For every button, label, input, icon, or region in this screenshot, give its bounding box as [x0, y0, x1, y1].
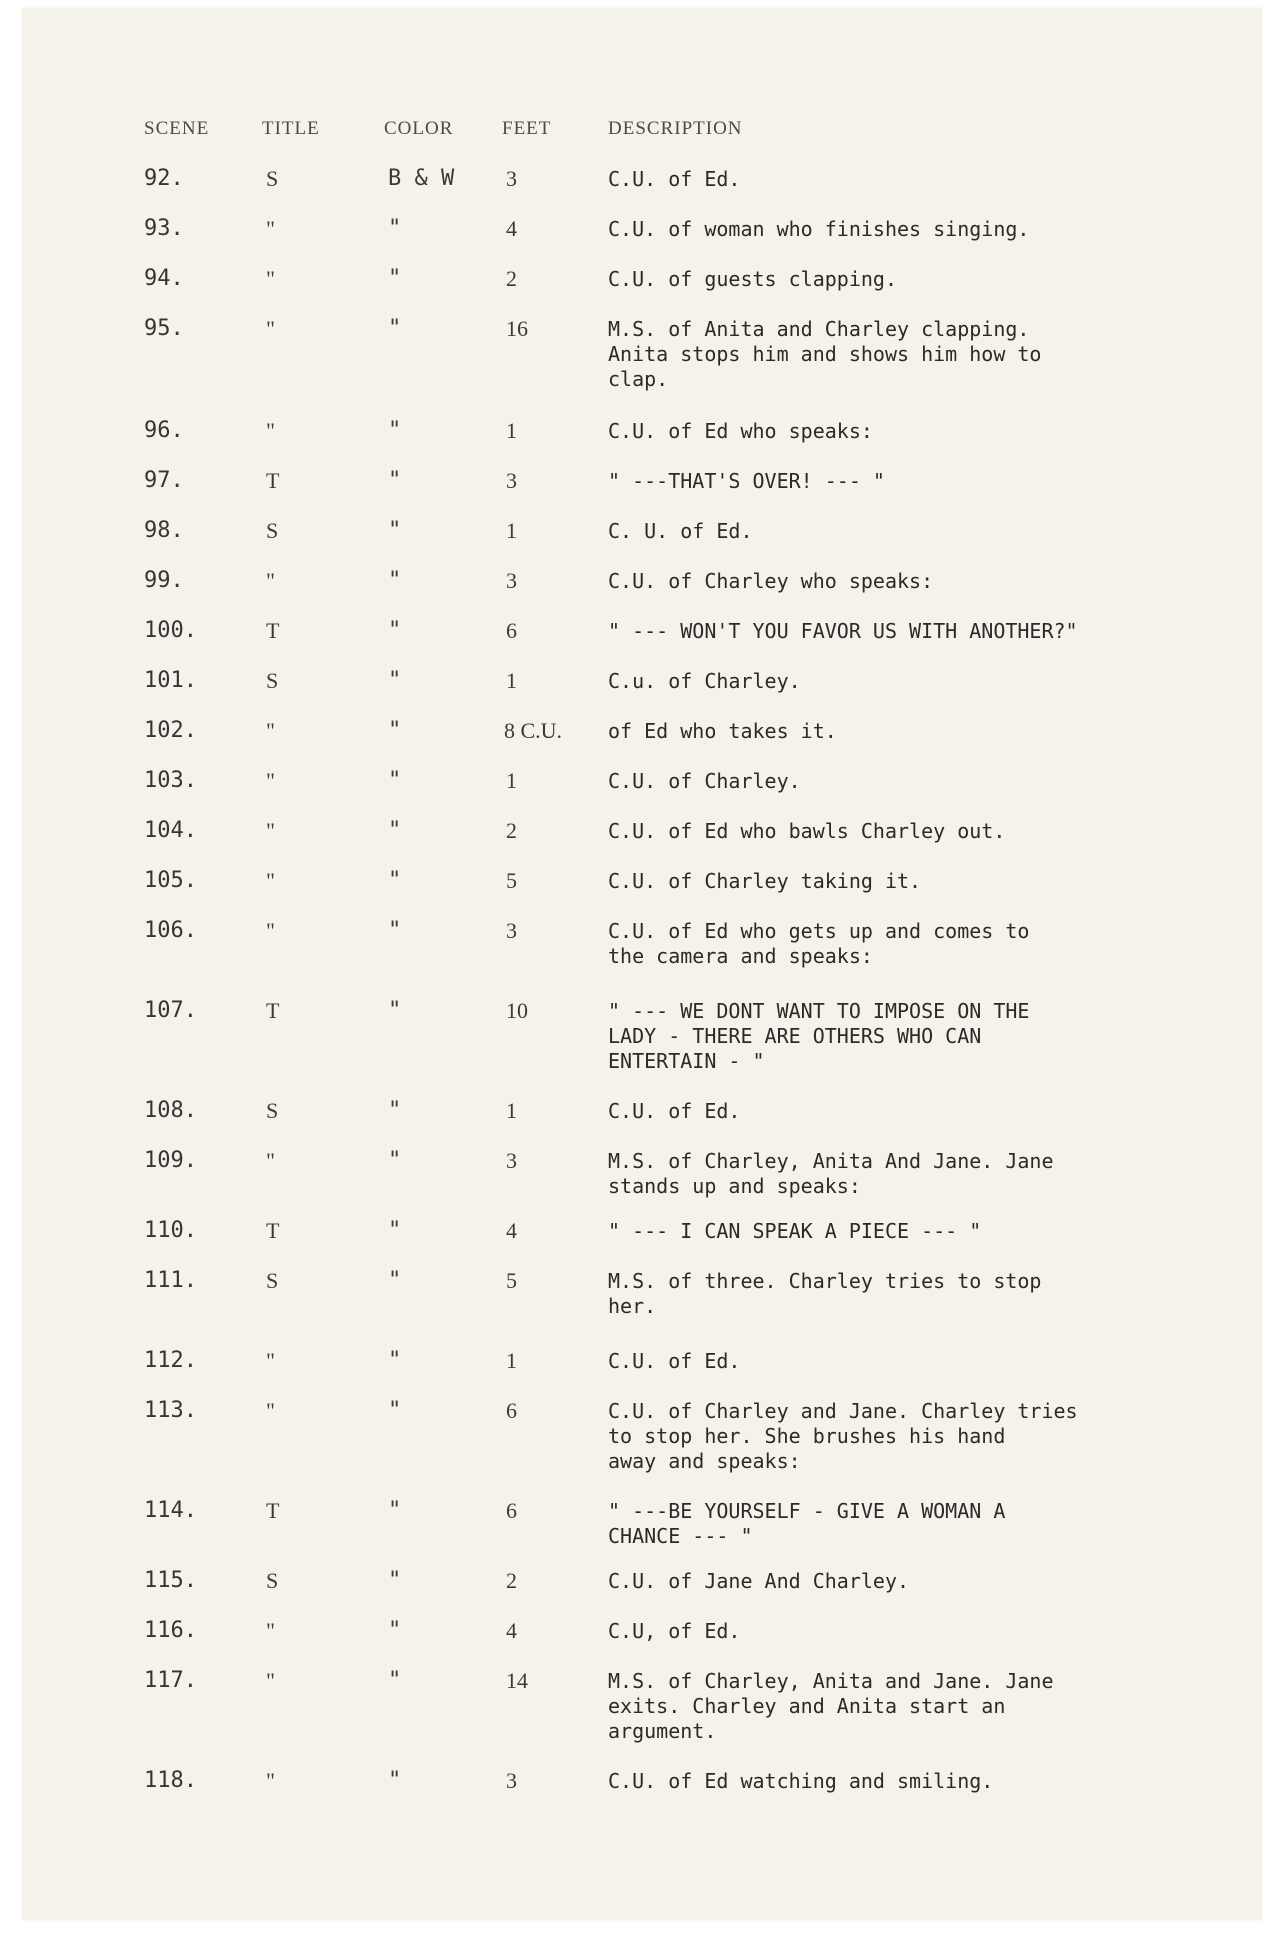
cell-color: " — [388, 518, 402, 543]
cell-color: " — [388, 998, 402, 1023]
cell-feet: 6 — [506, 1498, 517, 1523]
cell-scene: 100. — [144, 618, 197, 643]
cell-feet: 3 — [506, 468, 517, 493]
cell-feet: 3 — [506, 568, 517, 593]
cell-scene: 106. — [144, 918, 197, 943]
cell-description: C.U, of Ed. — [608, 1619, 741, 1643]
cell-description: " --- I CAN SPEAK A PIECE --- " — [608, 1219, 982, 1243]
cell-title: T — [266, 468, 280, 493]
cell-scene: 104. — [144, 818, 197, 843]
cell-scene: 113. — [144, 1398, 197, 1423]
cell-description: C. U. of Ed. — [608, 519, 753, 543]
cell-description: C.u. of Charley. — [608, 669, 801, 693]
cell-title: " — [266, 1398, 275, 1423]
cell-description: " --- WE DONT WANT TO IMPOSE ON THE LADY - THERE ARE OTHERS WHO CAN ENTERTAIN - " — [608, 999, 1030, 1073]
cell-scene: 114. — [144, 1498, 197, 1523]
cell-description: C.U. of Charley taking it. — [608, 869, 922, 893]
cell-scene: 117. — [144, 1668, 197, 1693]
cell-description: C.U. of guests clapping. — [608, 267, 897, 291]
cell-description: C.U. of Ed who speaks: — [608, 419, 873, 443]
cell-scene: 105. — [144, 868, 197, 893]
cell-title: S — [266, 518, 279, 543]
cell-color: " — [388, 868, 402, 893]
cell-color: " — [388, 1098, 402, 1123]
cell-color: " — [388, 1348, 402, 1373]
cell-feet: 5 — [506, 1268, 517, 1293]
cell-feet: 3 — [506, 1148, 517, 1173]
cell-title: " — [266, 1618, 275, 1643]
cell-scene: 107. — [144, 998, 197, 1023]
cell-title: T — [266, 1498, 280, 1523]
cell-description: C.U. of woman who finishes singing. — [608, 217, 1030, 241]
cell-color: " — [388, 1148, 402, 1173]
cell-color: " — [388, 1568, 402, 1593]
cell-title: T — [266, 998, 280, 1023]
cell-scene: 102. — [144, 718, 197, 743]
cell-color: " — [388, 718, 402, 743]
cell-feet: 16 — [506, 316, 528, 341]
cell-title: " — [266, 1148, 275, 1173]
cell-description: " ---BE YOURSELF - GIVE A WOMAN A CHANCE --- " — [608, 1499, 1006, 1548]
cell-scene: 92. — [144, 166, 184, 191]
cell-title: " — [266, 868, 275, 893]
cell-feet: 5 — [506, 868, 517, 893]
cell-color: " — [388, 1768, 402, 1793]
cell-feet: 2 — [506, 818, 517, 843]
cell-feet: 1 — [506, 1098, 517, 1123]
cell-feet: 10 — [506, 998, 528, 1023]
cell-scene: 111. — [144, 1268, 197, 1293]
cell-color: " — [388, 316, 402, 341]
cell-color: " — [388, 818, 402, 843]
cell-title: S — [266, 668, 279, 693]
cell-description: M.S. of Charley, Anita and Jane. Jane exits. Charley and Anita start an argument. — [608, 1669, 1054, 1743]
cell-color: " — [388, 1398, 402, 1423]
cell-title: " — [266, 1668, 275, 1693]
cell-scene: 94. — [144, 266, 184, 291]
cell-title: S — [266, 1268, 279, 1293]
cell-title: S — [266, 1098, 279, 1123]
cell-feet: 1 — [506, 518, 517, 543]
cell-description: C.U. of Charley. — [608, 769, 801, 793]
cell-title: " — [266, 918, 275, 943]
cell-feet: 1 — [506, 1348, 517, 1373]
cell-title: " — [266, 1348, 275, 1373]
cell-scene: 116. — [144, 1618, 197, 1643]
cell-description: C.U. of Ed who bawls Charley out. — [608, 819, 1006, 843]
cell-feet: 1 — [506, 668, 517, 693]
cell-feet: 4 — [506, 216, 517, 241]
cell-feet: 1 — [506, 418, 517, 443]
cell-description: M.S. of Charley, Anita And Jane. Jane stands up and speaks: — [608, 1149, 1054, 1198]
cell-feet: 1 — [506, 768, 517, 793]
cell-scene: 110. — [144, 1218, 197, 1243]
cell-scene: 112. — [144, 1348, 197, 1373]
cell-description: C.U. of Charley who speaks: — [608, 569, 934, 593]
cell-feet: 2 — [506, 1568, 517, 1593]
cell-color: " — [388, 1668, 402, 1693]
script-page — [22, 8, 1262, 1920]
cell-color: B & W — [388, 166, 455, 191]
cell-feet: 2 — [506, 266, 517, 291]
cell-color: " — [388, 918, 402, 943]
cell-feet: 3 — [506, 1768, 517, 1793]
cell-scene: 118. — [144, 1768, 197, 1793]
cell-scene: 98. — [144, 518, 184, 543]
cell-color: " — [388, 618, 402, 643]
cell-title: S — [266, 1568, 279, 1593]
cell-scene: 101. — [144, 668, 197, 693]
cell-feet: 3 — [506, 166, 517, 191]
header-description: DESCRIPTION — [608, 118, 743, 139]
cell-feet: 3 — [506, 918, 517, 943]
cell-scene: 96. — [144, 418, 184, 443]
cell-description: C.U. of Ed. — [608, 167, 741, 191]
cell-feet: 4 — [506, 1618, 517, 1643]
cell-description: C.U. of Charley and Jane. Charley tries to stop her. She brushes his hand away and speaks: — [608, 1399, 1078, 1473]
cell-scene: 93. — [144, 216, 184, 241]
cell-title: " — [266, 568, 275, 593]
cell-scene: 115. — [144, 1568, 197, 1593]
cell-color: " — [388, 266, 402, 291]
cell-scene: 99. — [144, 568, 184, 593]
cell-scene: 95. — [144, 316, 184, 341]
cell-title: S — [266, 166, 279, 191]
header-color: COLOR — [384, 118, 454, 139]
cell-description: C.U. of Ed. — [608, 1099, 741, 1123]
cell-title: " — [266, 316, 275, 341]
cell-color: " — [388, 1268, 402, 1293]
cell-color: " — [388, 1218, 402, 1243]
cell-title: " — [266, 418, 275, 443]
cell-description: C.U. of Ed. — [608, 1349, 741, 1373]
cell-color: " — [388, 216, 402, 241]
cell-description: C.U. of Ed watching and smiling. — [608, 1769, 994, 1793]
cell-title: " — [266, 266, 275, 291]
cell-color: " — [388, 418, 402, 443]
cell-title: " — [266, 216, 275, 241]
cell-color: " — [388, 668, 402, 693]
cell-feet: 8 C.U. — [504, 718, 563, 743]
cell-feet: 6 — [506, 1398, 517, 1423]
cell-title: " — [266, 818, 275, 843]
cell-title: " — [266, 768, 275, 793]
header-title: TITLE — [262, 118, 320, 139]
cell-description: M.S. of Anita and Charley clapping. Anita stops him and shows him how to clap. — [608, 317, 1042, 391]
cell-color: " — [388, 568, 402, 593]
cell-scene: 108. — [144, 1098, 197, 1123]
cell-scene: 109. — [144, 1148, 197, 1173]
cell-description: " ---THAT'S OVER! --- " — [608, 469, 885, 493]
cell-color: " — [388, 1618, 402, 1643]
cell-title: T — [266, 1218, 280, 1243]
header-scene: SCENE — [144, 118, 210, 139]
cell-title: " — [266, 718, 275, 743]
cell-color: " — [388, 768, 402, 793]
cell-description: of Ed who takes it. — [608, 719, 837, 743]
cell-title: " — [266, 1768, 275, 1793]
cell-color: " — [388, 468, 402, 493]
cell-scene: 97. — [144, 468, 184, 493]
cell-scene: 103. — [144, 768, 197, 793]
cell-description: C.U. of Jane And Charley. — [608, 1569, 910, 1593]
cell-description: M.S. of three. Charley tries to stop her. — [608, 1269, 1042, 1318]
header-feet: FEET — [502, 118, 552, 139]
cell-description: C.U. of Ed who gets up and comes to the camera and speaks: — [608, 919, 1030, 968]
cell-feet: 14 — [506, 1668, 528, 1693]
cell-color: " — [388, 1498, 402, 1523]
cell-feet: 6 — [506, 618, 517, 643]
cell-feet: 4 — [506, 1218, 517, 1243]
cell-title: T — [266, 618, 280, 643]
cell-description: " --- WON'T YOU FAVOR US WITH ANOTHER?" — [608, 619, 1078, 643]
